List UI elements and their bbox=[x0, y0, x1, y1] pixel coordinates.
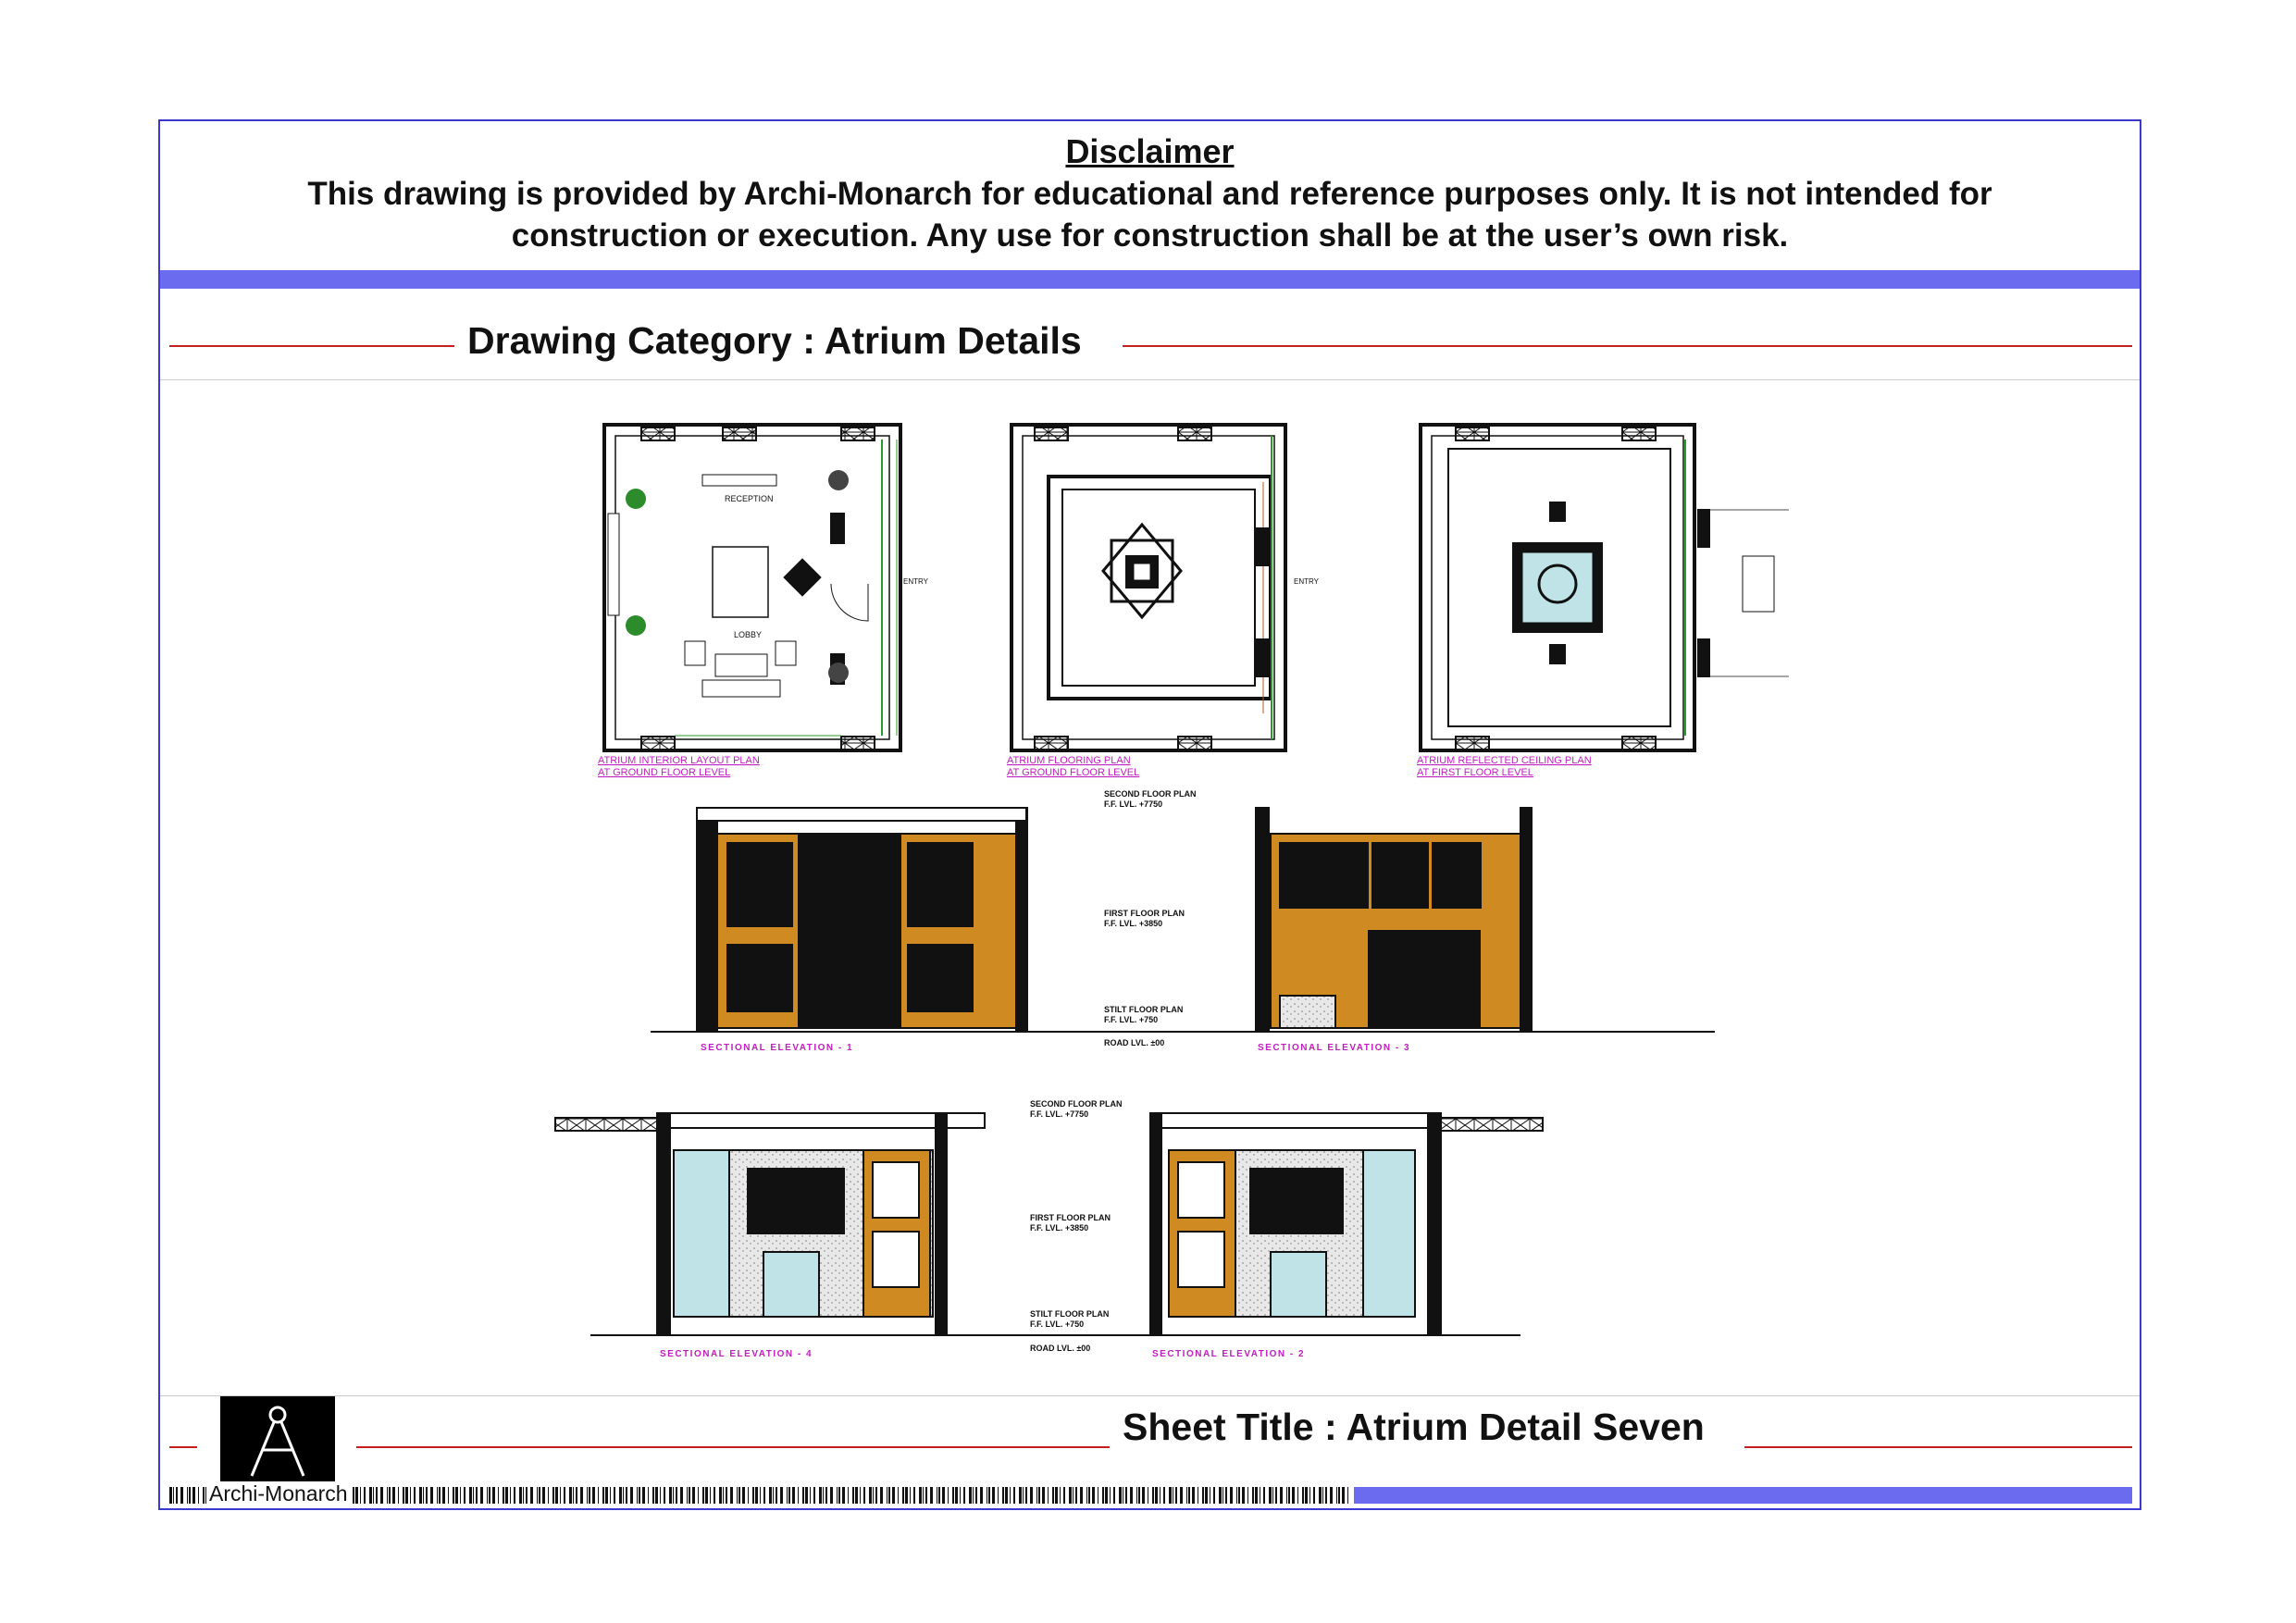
level-stilt-lvl-1: F.F. LVL. +750 bbox=[1104, 1015, 1159, 1024]
barcode-bar bbox=[1175, 1487, 1177, 1504]
barcode-bar bbox=[919, 1487, 922, 1504]
barcode-bar bbox=[480, 1487, 483, 1504]
barcode-bar bbox=[963, 1487, 965, 1504]
barcode-bar bbox=[489, 1487, 490, 1504]
barcode-bar bbox=[1013, 1487, 1015, 1504]
archi-monarch-logo bbox=[220, 1396, 335, 1485]
barcode-bar bbox=[526, 1487, 527, 1504]
elevation-1-label: SECTIONAL ELEVATION - 1 bbox=[701, 1043, 854, 1053]
barcode-bar bbox=[973, 1487, 974, 1504]
barcode-bar bbox=[1347, 1487, 1348, 1504]
barcode-bar bbox=[1242, 1487, 1245, 1504]
barcode-bar bbox=[776, 1487, 777, 1504]
barcode-bar bbox=[1188, 1487, 1190, 1504]
barcode-bar bbox=[437, 1487, 438, 1504]
elevation-1 bbox=[651, 808, 1715, 1032]
barcode-bar bbox=[552, 1487, 554, 1504]
barcode-bar bbox=[203, 1487, 205, 1504]
level-first-2: FIRST FLOOR PLAN bbox=[1030, 1213, 1111, 1222]
barcode-bar bbox=[1102, 1487, 1104, 1504]
barcode-bar bbox=[898, 1487, 899, 1504]
barcode-bar bbox=[1205, 1487, 1208, 1504]
drawing-category: Drawing Category : Atrium Details bbox=[467, 319, 1082, 362]
level-stilt-1: STILT FLOOR PLAN bbox=[1104, 1005, 1184, 1014]
barcode-bar bbox=[969, 1487, 972, 1504]
barcode-bar bbox=[1113, 1487, 1115, 1504]
barcode-bar bbox=[689, 1487, 690, 1504]
barcode-bar bbox=[487, 1487, 488, 1504]
barcode-bar bbox=[680, 1487, 683, 1504]
barcode-bar bbox=[614, 1487, 615, 1504]
plan-reflected-ceiling bbox=[1421, 425, 1789, 750]
barcode-bar bbox=[1036, 1487, 1037, 1504]
disclaimer-line-2: construction or execution. Any use for construction shall be at the user’s own risk. bbox=[511, 217, 1789, 254]
barcode-bar bbox=[1152, 1487, 1154, 1504]
barcode-bar bbox=[1222, 1487, 1223, 1504]
barcode-bar bbox=[410, 1487, 411, 1504]
barcode-bar bbox=[1292, 1487, 1295, 1504]
barcode-bar bbox=[738, 1487, 740, 1504]
barcode-bar bbox=[1125, 1487, 1127, 1504]
barcode-bar bbox=[1255, 1487, 1258, 1504]
barcode-bar bbox=[1005, 1487, 1008, 1504]
barcode-bar bbox=[1180, 1487, 1183, 1504]
barcode-bar bbox=[176, 1487, 178, 1504]
barcode-bar bbox=[1313, 1487, 1315, 1504]
barcode-bar bbox=[642, 1487, 645, 1504]
barcode-bar bbox=[1019, 1487, 1022, 1504]
barcode-bar bbox=[189, 1487, 191, 1504]
barcode-bar bbox=[880, 1487, 883, 1504]
barcode-bar bbox=[473, 1487, 474, 1504]
barcode-bar bbox=[1230, 1487, 1233, 1504]
barcode-bar bbox=[598, 1487, 599, 1504]
barcode-bar bbox=[426, 1487, 428, 1504]
barcode-bar bbox=[726, 1487, 727, 1504]
barcode-bar bbox=[1069, 1487, 1072, 1504]
barcode-bar bbox=[1063, 1487, 1065, 1504]
barcode-bar bbox=[469, 1487, 472, 1504]
barcode-bar bbox=[1092, 1487, 1095, 1504]
barcode-bar bbox=[1142, 1487, 1145, 1504]
title-rule-right bbox=[1744, 1446, 2132, 1448]
compass-icon bbox=[220, 1396, 335, 1485]
level-second-lvl-2: F.F. LVL. +7750 bbox=[1030, 1109, 1089, 1119]
plan3-caption-2: AT FIRST FLOOR LEVEL bbox=[1417, 767, 1533, 778]
barcode-bar bbox=[476, 1487, 478, 1504]
barcode-bar bbox=[1042, 1487, 1045, 1504]
barcode-bar bbox=[1080, 1487, 1083, 1504]
barcode-bar bbox=[173, 1487, 174, 1504]
barcode-bar bbox=[873, 1487, 874, 1504]
barcode-bar bbox=[655, 1487, 658, 1504]
barcode-bar bbox=[1169, 1487, 1172, 1504]
elevation-level-labels-2 bbox=[1030, 1099, 1123, 1353]
barcode-bar bbox=[1060, 1487, 1061, 1504]
barcode-bar bbox=[1073, 1487, 1074, 1504]
barcode-bar bbox=[702, 1487, 704, 1504]
barcode-bar bbox=[403, 1487, 404, 1504]
elevation-2 bbox=[1150, 1113, 1543, 1335]
barcode-bar bbox=[710, 1487, 711, 1504]
barcode-bar bbox=[810, 1487, 811, 1504]
plan-room-reception: RECEPTION bbox=[725, 494, 774, 503]
barcode-bar bbox=[439, 1487, 441, 1504]
barcode-bar bbox=[769, 1487, 772, 1504]
barcode-bar bbox=[1309, 1487, 1310, 1504]
barcode-bar bbox=[1342, 1487, 1345, 1504]
barcode-bar bbox=[389, 1487, 391, 1504]
elevation-2-label: SECTIONAL ELEVATION - 2 bbox=[1152, 1349, 1306, 1359]
plan2-caption-1: ATRIUM FLOORING PLAN bbox=[1007, 755, 1131, 766]
barcode-bar bbox=[580, 1487, 583, 1504]
barcode-bar bbox=[1088, 1487, 1090, 1504]
barcode-bar bbox=[623, 1487, 624, 1504]
barcode-bar bbox=[860, 1487, 861, 1504]
barcode-bar bbox=[930, 1487, 933, 1504]
barcode-bar bbox=[1225, 1487, 1227, 1504]
barcode-bar bbox=[523, 1487, 524, 1504]
level-stilt-lvl-2: F.F. LVL. +750 bbox=[1030, 1319, 1085, 1329]
barcode-bar bbox=[1055, 1487, 1058, 1504]
barcode-bar bbox=[555, 1487, 558, 1504]
barcode-bar bbox=[405, 1487, 408, 1504]
barcode-bar bbox=[1269, 1487, 1272, 1504]
barcode-bar bbox=[1280, 1487, 1283, 1504]
barcode-bar bbox=[1330, 1487, 1333, 1504]
elevation-3 bbox=[1256, 808, 1532, 1030]
barcode-bar bbox=[573, 1487, 574, 1504]
barcode-bar bbox=[619, 1487, 622, 1504]
barcode-bar bbox=[1263, 1487, 1265, 1504]
barcode-bar bbox=[998, 1487, 999, 1504]
elevation-4-label: SECTIONAL ELEVATION - 4 bbox=[660, 1349, 813, 1359]
barcode-bar bbox=[448, 1487, 449, 1504]
level-road-1: ROAD LVL. ±00 bbox=[1104, 1038, 1165, 1047]
barcode-bar bbox=[442, 1487, 445, 1504]
barcode-bar bbox=[660, 1487, 661, 1504]
barcode-bar bbox=[905, 1487, 908, 1504]
barcode-bar bbox=[888, 1487, 890, 1504]
footer-separator bbox=[160, 1395, 2140, 1396]
barcode-bar bbox=[464, 1487, 465, 1504]
level-first-1: FIRST FLOOR PLAN bbox=[1104, 909, 1185, 918]
barcode-bar bbox=[852, 1487, 854, 1504]
barcode-bar bbox=[548, 1487, 549, 1504]
level-second-lvl-1: F.F. LVL. +7750 bbox=[1104, 799, 1163, 809]
barcode-bar bbox=[1075, 1487, 1077, 1504]
barcode-bar bbox=[838, 1487, 840, 1504]
barcode-bar bbox=[960, 1487, 961, 1504]
barcode-bar bbox=[1105, 1487, 1108, 1504]
barcode-bar bbox=[975, 1487, 977, 1504]
barcode-bar bbox=[664, 1487, 665, 1504]
barcode-bar bbox=[564, 1487, 565, 1504]
elevation-level-labels bbox=[1104, 789, 1197, 1047]
barcode-bar bbox=[430, 1487, 433, 1504]
barcode-bar bbox=[755, 1487, 758, 1504]
barcode-bar bbox=[652, 1487, 654, 1504]
barcode-bar bbox=[1322, 1487, 1323, 1504]
barcode-bar bbox=[602, 1487, 604, 1504]
barcode-bar bbox=[187, 1487, 188, 1504]
barcode-bar bbox=[373, 1487, 374, 1504]
plan-room-lobby: LOBBY bbox=[734, 630, 763, 639]
sheet-title: Sheet Title : Atrium Detail Seven bbox=[1123, 1406, 1705, 1448]
disclaimer-title: Disclaimer bbox=[1065, 132, 1235, 170]
plan-interior-layout bbox=[604, 425, 900, 750]
level-stilt-2: STILT FLOOR PLAN bbox=[1030, 1309, 1110, 1319]
barcode-bar bbox=[1110, 1487, 1111, 1504]
barcode-bar bbox=[869, 1487, 872, 1504]
barcode-bar bbox=[1272, 1487, 1273, 1504]
barcode-bar bbox=[942, 1487, 945, 1504]
barcode-bar bbox=[938, 1487, 940, 1504]
barcode-bar bbox=[387, 1487, 388, 1504]
barcode-bar bbox=[460, 1487, 461, 1504]
barcode-bar bbox=[198, 1487, 199, 1504]
barcode-bar bbox=[1338, 1487, 1340, 1504]
barcode-bar bbox=[1325, 1487, 1327, 1504]
barcode-bar bbox=[687, 1487, 688, 1504]
drawing-sheet bbox=[158, 119, 2141, 1510]
barcode-bar bbox=[837, 1487, 838, 1504]
barcode-bar bbox=[923, 1487, 924, 1504]
barcode-bar bbox=[698, 1487, 699, 1504]
footer-band bbox=[1354, 1487, 2132, 1504]
barcode-bar bbox=[419, 1487, 422, 1504]
barcode-bar bbox=[519, 1487, 522, 1504]
barcode-bar bbox=[392, 1487, 395, 1504]
barcode-bar bbox=[925, 1487, 927, 1504]
barcode-bar bbox=[369, 1487, 372, 1504]
barcode-bar bbox=[1038, 1487, 1040, 1504]
barcode-bar bbox=[676, 1487, 677, 1504]
barcode-bar bbox=[1130, 1487, 1133, 1504]
barcode-bar bbox=[1023, 1487, 1024, 1504]
plan2-caption-2: AT GROUND FLOOR LEVEL bbox=[1007, 767, 1140, 778]
barcode-bar bbox=[587, 1487, 588, 1504]
barcode-bar bbox=[1052, 1487, 1054, 1504]
barcode-bar bbox=[1155, 1487, 1158, 1504]
level-first-lvl-2: F.F. LVL. +3850 bbox=[1030, 1223, 1089, 1233]
barcode-bar bbox=[910, 1487, 911, 1504]
barcode-bar bbox=[705, 1487, 708, 1504]
barcode-bar bbox=[1288, 1487, 1290, 1504]
barcode-bar bbox=[637, 1487, 638, 1504]
barcode-bar bbox=[830, 1487, 833, 1504]
barcode-bar bbox=[453, 1487, 454, 1504]
barcode-bar bbox=[719, 1487, 722, 1504]
barcode-bar bbox=[1025, 1487, 1027, 1504]
barcode-bar bbox=[788, 1487, 790, 1504]
barcode-bar bbox=[398, 1487, 399, 1504]
barcode-bar bbox=[537, 1487, 538, 1504]
disclaimer-line-1: This drawing is provided by Archi-Monarch for educational and reference purposes only. It is not intended for bbox=[307, 176, 1992, 212]
barcode-bar bbox=[539, 1487, 540, 1504]
barcode-bar bbox=[1297, 1487, 1298, 1504]
barcode-bar bbox=[1247, 1487, 1248, 1504]
barcode-bar bbox=[988, 1487, 990, 1504]
barcode-bar bbox=[423, 1487, 424, 1504]
barcode-bar bbox=[819, 1487, 822, 1504]
barcode-bar bbox=[630, 1487, 633, 1504]
barcode-bar bbox=[530, 1487, 533, 1504]
atrium-drawings bbox=[160, 121, 2141, 1510]
barcode-bar bbox=[723, 1487, 724, 1504]
barcode-bar bbox=[498, 1487, 499, 1504]
barcode-bar bbox=[1086, 1487, 1087, 1504]
barcode-bar bbox=[955, 1487, 958, 1504]
barcode-bar bbox=[1286, 1487, 1287, 1504]
barcode-bar bbox=[180, 1487, 183, 1504]
barcode-bar bbox=[742, 1487, 745, 1504]
barcode-bar bbox=[1319, 1487, 1322, 1504]
barcode-bar bbox=[380, 1487, 383, 1504]
barcode-bar bbox=[792, 1487, 795, 1504]
barcode-bar bbox=[1275, 1487, 1277, 1504]
barcode-bar bbox=[669, 1487, 672, 1504]
level-second-1: SECOND FLOOR PLAN bbox=[1104, 789, 1197, 799]
plan2-entry-label: ENTRY bbox=[1294, 577, 1319, 586]
barcode-bar bbox=[510, 1487, 511, 1504]
barcode-bar bbox=[773, 1487, 774, 1504]
barcode-bar bbox=[514, 1487, 515, 1504]
barcode-bar bbox=[569, 1487, 572, 1504]
level-road-2: ROAD LVL. ±00 bbox=[1030, 1344, 1091, 1353]
barcode-bar bbox=[714, 1487, 715, 1504]
plan1-caption-1: ATRIUM INTERIOR LAYOUT PLAN bbox=[598, 755, 760, 766]
barcode-bar bbox=[1202, 1487, 1204, 1504]
barcode-bar bbox=[848, 1487, 849, 1504]
barcode-bar bbox=[1236, 1487, 1237, 1504]
barcode-bar bbox=[353, 1487, 354, 1504]
brand-name: Archi-Monarch bbox=[206, 1481, 351, 1506]
barcode-bar bbox=[892, 1487, 895, 1504]
barcode-bar bbox=[760, 1487, 761, 1504]
barcode-bar bbox=[673, 1487, 674, 1504]
barcode-bar bbox=[610, 1487, 611, 1504]
barcode-bar bbox=[355, 1487, 358, 1504]
barcode-bar bbox=[842, 1487, 845, 1504]
barcode-bar bbox=[1219, 1487, 1222, 1504]
plan-flooring bbox=[1011, 425, 1285, 750]
barcode-bar bbox=[805, 1487, 808, 1504]
barcode-bar bbox=[505, 1487, 508, 1504]
barcode-bar bbox=[1010, 1487, 1011, 1504]
elevation-3-label: SECTIONAL ELEVATION - 3 bbox=[1258, 1043, 1411, 1053]
barcode-bar bbox=[648, 1487, 649, 1504]
barcode-bar bbox=[902, 1487, 904, 1504]
barcode-bar bbox=[414, 1487, 416, 1504]
barcode-bar bbox=[376, 1487, 378, 1504]
barcode-bar bbox=[1192, 1487, 1195, 1504]
barcode-bar bbox=[730, 1487, 733, 1504]
barcode-bar bbox=[863, 1487, 865, 1504]
barcode-bar bbox=[1305, 1487, 1308, 1504]
barcode-bar bbox=[592, 1487, 595, 1504]
barcode-bar bbox=[1238, 1487, 1240, 1504]
barcode-bar bbox=[560, 1487, 561, 1504]
level-first-lvl-1: F.F. LVL. +3850 bbox=[1104, 919, 1163, 928]
barcode-bar bbox=[823, 1487, 824, 1504]
barcode-bar bbox=[1048, 1487, 1049, 1504]
barcode-bar bbox=[692, 1487, 695, 1504]
barcode-bar bbox=[825, 1487, 827, 1504]
barcode-bar bbox=[492, 1487, 495, 1504]
barcode-bar bbox=[576, 1487, 577, 1504]
barcode-bar bbox=[1213, 1487, 1215, 1504]
barcode-bar bbox=[1002, 1487, 1004, 1504]
barcode-bar bbox=[875, 1487, 877, 1504]
barcode-bar bbox=[542, 1487, 545, 1504]
barcode-bar bbox=[813, 1487, 815, 1504]
barcode-bar bbox=[192, 1487, 195, 1504]
barcode-bar bbox=[780, 1487, 783, 1504]
title-rule-left bbox=[169, 1446, 197, 1448]
barcode-bar bbox=[503, 1487, 504, 1504]
barcode-bar bbox=[913, 1487, 915, 1504]
barcode-bar bbox=[948, 1487, 949, 1504]
barcode-bar bbox=[1186, 1487, 1187, 1504]
barcode-bar bbox=[752, 1487, 754, 1504]
barcode-bar bbox=[855, 1487, 858, 1504]
barcode-bar bbox=[360, 1487, 361, 1504]
barcode-bar bbox=[802, 1487, 804, 1504]
barcode-bar bbox=[787, 1487, 788, 1504]
barcode-bar bbox=[748, 1487, 749, 1504]
barcode-bar bbox=[798, 1487, 799, 1504]
barcode-bar bbox=[763, 1487, 765, 1504]
barcode-bar bbox=[169, 1487, 172, 1504]
plan1-entry-label: ENTRY bbox=[903, 577, 928, 586]
level-second-2: SECOND FLOOR PLAN bbox=[1030, 1099, 1123, 1109]
barcode-bar bbox=[639, 1487, 640, 1504]
barcode-bar bbox=[1163, 1487, 1165, 1504]
barcode-bar bbox=[1136, 1487, 1137, 1504]
barcode-bar bbox=[1302, 1487, 1304, 1504]
barcode-bar bbox=[980, 1487, 983, 1504]
barcode-bar bbox=[1252, 1487, 1254, 1504]
barcode-bar bbox=[1138, 1487, 1140, 1504]
title-rule-middle bbox=[356, 1446, 1110, 1448]
barcode-bar bbox=[1336, 1487, 1337, 1504]
plan1-caption-2: AT GROUND FLOOR LEVEL bbox=[598, 767, 731, 778]
barcode-bar bbox=[589, 1487, 590, 1504]
barcode-bar bbox=[737, 1487, 738, 1504]
barcode-bar bbox=[605, 1487, 608, 1504]
barcode-bar bbox=[1030, 1487, 1033, 1504]
plan3-caption-1: ATRIUM REFLECTED CEILING PLAN bbox=[1417, 755, 1592, 766]
barcode-bar bbox=[952, 1487, 954, 1504]
barcode-bar bbox=[1119, 1487, 1122, 1504]
barcode-bar bbox=[992, 1487, 995, 1504]
barcode-bar bbox=[364, 1487, 366, 1504]
barcode-bar bbox=[455, 1487, 458, 1504]
barcode-bar bbox=[626, 1487, 627, 1504]
